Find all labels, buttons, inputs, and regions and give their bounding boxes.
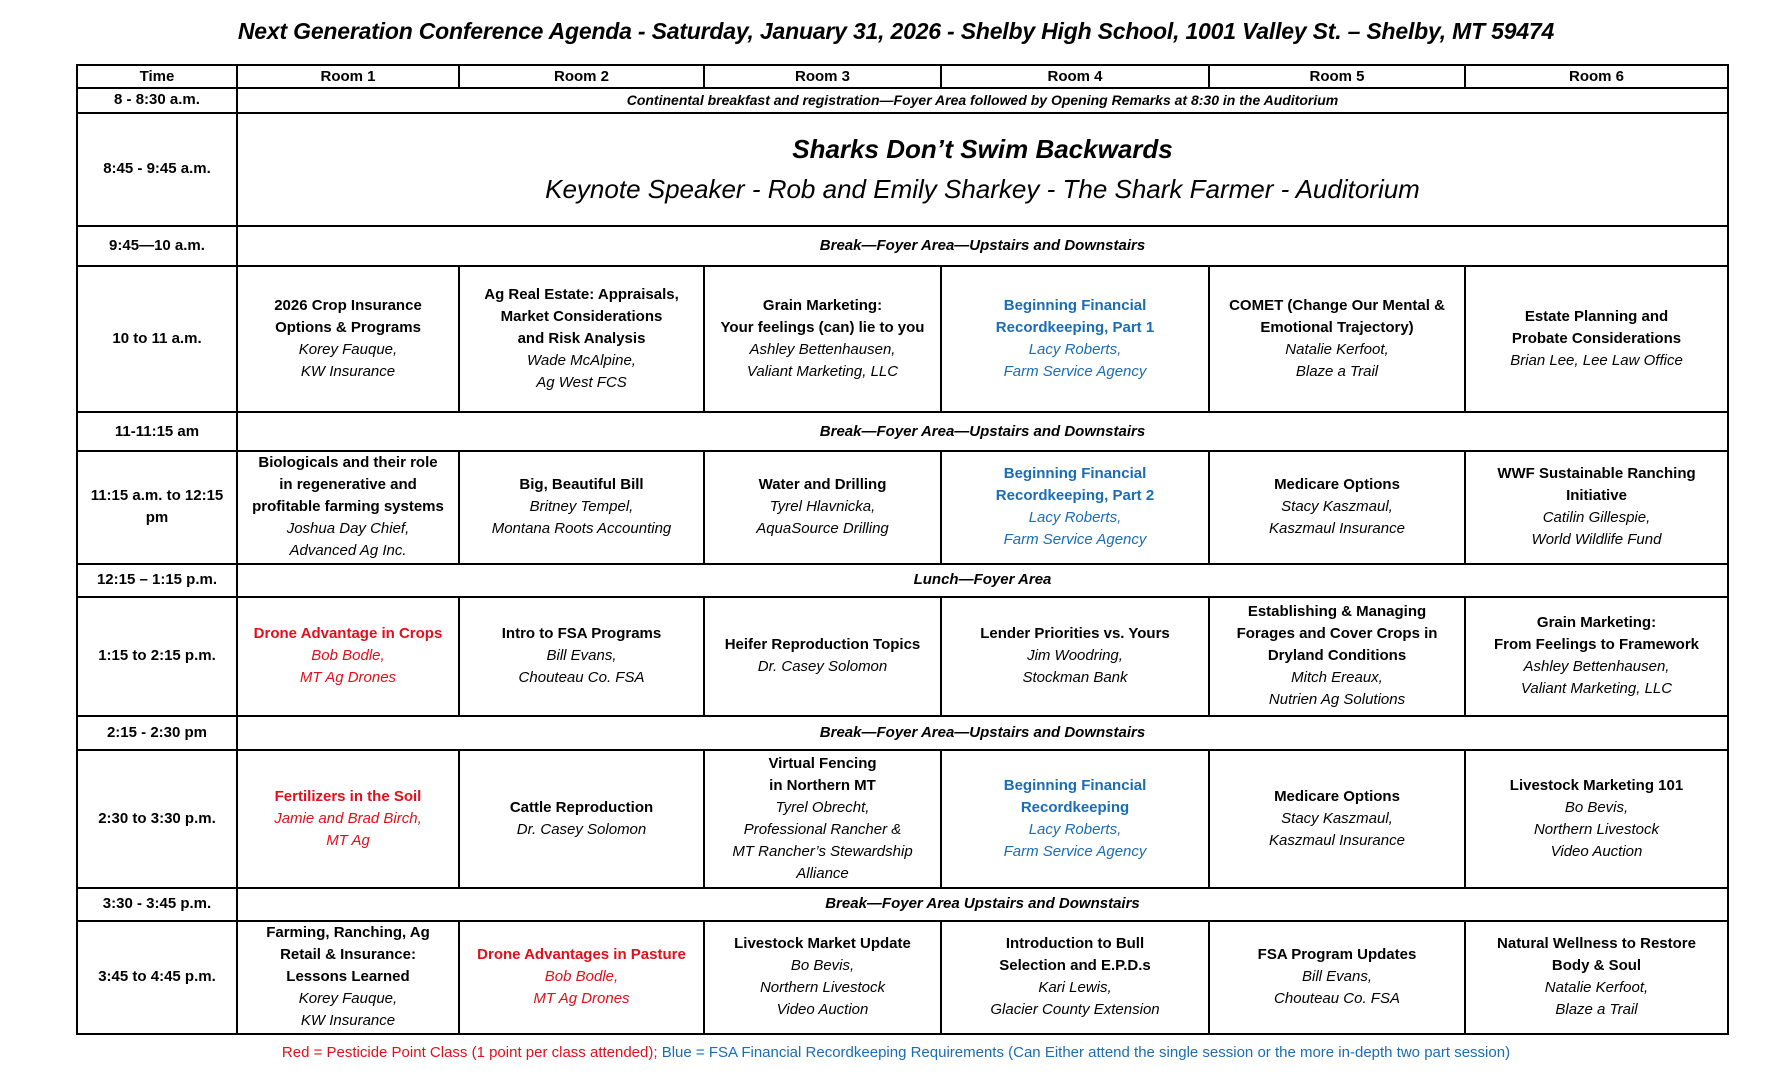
session-speaker: Lacy Roberts, — [1028, 509, 1122, 527]
session-speaker: Professional Rancher & — [743, 821, 902, 839]
session-speaker: Blaze a Trail — [1555, 1001, 1638, 1019]
session-title: Medicare Options — [1274, 788, 1400, 806]
session-cell — [1209, 921, 1465, 1035]
session-speaker: Catilin Gillespie, — [1542, 509, 1651, 527]
session-title: Recordkeeping, Part 2 — [995, 487, 1155, 505]
agenda-row — [77, 412, 1728, 450]
session-title: Medicare Options — [1274, 476, 1400, 494]
session-speaker: Bill Evans, — [1301, 968, 1373, 986]
session-speaker: Korey Fauque, — [298, 341, 398, 359]
session-cell — [704, 266, 941, 412]
header-room-5: Room 5 — [1209, 65, 1465, 88]
session-title: Grain Marketing: — [762, 297, 883, 315]
session-row — [77, 597, 1728, 716]
session-speaker: AquaSource Drilling — [756, 520, 889, 538]
break-cell: Break—Foyer Area—Upstairs and Downstairs — [237, 226, 1728, 267]
session-title: Beginning Financial — [1003, 297, 1147, 315]
session-cell — [1465, 921, 1728, 1035]
session-speaker: Kaszmaul Insurance — [1269, 832, 1405, 850]
page-title: Next Generation Conference Agenda - Saturday, January 31, 2026 - Shelby High School, 1001 Valley St. – Shelby, MT 59474 — [237, 18, 1555, 44]
session-speaker: Glacier County Extension — [990, 1001, 1160, 1019]
time-cell: 2:30 to 3:30 p.m. — [77, 750, 237, 888]
session-speaker: Natalie Kerfoot, — [1285, 341, 1389, 359]
session-speaker: Northern Livestock — [1533, 821, 1660, 839]
session-title: Establishing & Managing — [1247, 603, 1427, 621]
time-cell: 1:15 to 2:15 p.m. — [77, 597, 237, 716]
session-speaker: Stacy Kaszmaul, — [1281, 810, 1393, 828]
header-room-6: Room 6 — [1465, 65, 1728, 88]
session-title: Beginning Financial — [1003, 777, 1147, 795]
header-room-2: Room 2 — [459, 65, 704, 88]
session-title: COMET (Change Our Mental & — [1229, 297, 1445, 315]
session-cell — [704, 597, 941, 716]
session-speaker: Tyrel Hlavnicka, — [769, 498, 876, 516]
keynote-cell — [237, 113, 1728, 226]
session-speaker: Bo Bevis, — [1564, 799, 1629, 817]
session-title: Recordkeeping, Part 1 — [995, 319, 1155, 337]
session-speaker: MT Rancher’s Stewardship — [732, 843, 913, 861]
session-title: Biologicals and their role — [258, 454, 438, 472]
session-cell — [459, 921, 704, 1035]
session-cell — [1465, 750, 1728, 888]
session-title: Ag Real Estate: Appraisals, — [484, 286, 679, 304]
session-cell — [704, 921, 941, 1035]
session-speaker: Jim Woodring, — [1027, 647, 1123, 665]
session-speaker: Wade McAlpine, — [527, 352, 636, 370]
session-title: Lessons Learned — [286, 968, 410, 986]
time-cell: 3:45 to 4:45 p.m. — [77, 921, 237, 1035]
header-room-1: Room 1 — [237, 65, 459, 88]
session-speaker: Video Auction — [1550, 843, 1643, 861]
session-speaker: Montana Roots Accounting — [491, 520, 672, 538]
session-speaker: Stockman Bank — [1022, 669, 1128, 687]
session-speaker: Alliance — [796, 865, 849, 883]
session-title: Fertilizers in the Soil — [274, 788, 422, 806]
session-title: Lender Priorities vs. Yours — [980, 625, 1170, 643]
session-speaker: MT Ag Drones — [299, 669, 397, 687]
session-cell — [941, 266, 1209, 412]
header-row — [77, 65, 1728, 88]
session-title: Initiative — [1566, 487, 1627, 505]
session-speaker: Ashley Bettenhausen, — [1523, 658, 1670, 676]
session-speaker: Advanced Ag Inc. — [289, 542, 407, 560]
session-title: Retail & Insurance: — [280, 946, 416, 964]
session-title: Grain Marketing: — [1536, 614, 1657, 632]
session-speaker: Valiant Marketing, LLC — [1520, 680, 1673, 698]
session-speaker: Farm Service Agency — [1003, 843, 1147, 861]
session-title: Drone Advantages in Pasture — [477, 946, 686, 964]
session-speaker: Jamie and Brad Birch, — [274, 810, 422, 828]
session-title: Intro to FSA Programs — [501, 625, 662, 643]
session-title: Livestock Market Update — [734, 935, 911, 953]
time-cell: 2:15 - 2:30 pm — [77, 716, 237, 750]
session-title: profitable farming systems — [252, 498, 444, 516]
session-speaker: Chouteau Co. FSA — [1274, 990, 1400, 1008]
session-speaker: Bo Bevis, — [790, 957, 855, 975]
session-title: Livestock Marketing 101 — [1509, 777, 1684, 795]
session-cell — [1465, 451, 1728, 564]
session-title: Drone Advantage in Crops — [253, 625, 443, 643]
break-cell: Break—Foyer Area—Upstairs and Downstairs — [237, 716, 1728, 750]
session-speaker: Korey Fauque, — [298, 990, 398, 1008]
session-cell — [459, 750, 704, 888]
session-speaker: World Wildlife Fund — [1531, 531, 1662, 549]
session-title: From Feelings to Framework — [1493, 636, 1700, 654]
time-cell: 12:15 – 1:15 p.m. — [77, 564, 237, 596]
time-cell: 11-11:15 am — [77, 412, 237, 450]
session-cell — [237, 921, 459, 1035]
session-title: Estate Planning and — [1524, 308, 1669, 326]
session-speaker: Valiant Marketing, LLC — [746, 363, 899, 381]
session-cell — [459, 266, 704, 412]
session-title: Cattle Reproduction — [509, 799, 654, 817]
session-speaker: Farm Service Agency — [1003, 363, 1147, 381]
time-cell: 8:45 - 9:45 a.m. — [77, 113, 237, 226]
session-speaker: Chouteau Co. FSA — [518, 669, 645, 687]
session-speaker: Northern Livestock — [759, 979, 886, 997]
session-speaker: Dr. Casey Solomon — [757, 658, 888, 676]
session-title: Big, Beautiful Bill — [519, 476, 644, 494]
session-title: Options & Programs — [275, 319, 421, 337]
session-row — [77, 266, 1728, 412]
break-cell: Continental breakfast and registration—Foyer Area followed by Opening Remarks at 8:30 in the Auditorium — [237, 88, 1728, 112]
session-row — [77, 921, 1728, 1035]
keynote-title: Sharks Don’t Swim Backwards — [792, 134, 1173, 165]
session-title: Market Considerations — [500, 308, 663, 326]
session-speaker: Farm Service Agency — [1003, 531, 1147, 549]
legend-blue: Blue = FSA Financial Recordkeeping Requirements (Can Either attend the single session or the more in-depth two part session) — [657, 1044, 1511, 1061]
session-cell — [1209, 750, 1465, 888]
agenda-row — [77, 716, 1728, 750]
session-title: Beginning Financial — [1003, 465, 1147, 483]
session-cell — [941, 750, 1209, 888]
legend-red: Red = Pesticide Point Class (1 point per class attended); — [281, 1044, 658, 1061]
agenda-row — [77, 564, 1728, 596]
session-cell — [1209, 451, 1465, 564]
session-title: Selection and E.P.D.s — [999, 957, 1151, 975]
session-title: Your feelings (can) lie to you — [720, 319, 925, 337]
agenda-table — [76, 64, 1729, 1035]
session-cell — [1209, 266, 1465, 412]
time-cell: 3:30 - 3:45 p.m. — [77, 888, 237, 920]
session-speaker: Mitch Ereaux, — [1291, 669, 1383, 687]
session-speaker: Tyrel Obrecht, — [775, 799, 870, 817]
session-row — [77, 451, 1728, 564]
session-cell — [941, 597, 1209, 716]
session-speaker: Bob Bodle, — [544, 968, 619, 986]
break-cell: Break—Foyer Area—Upstairs and Downstairs — [237, 412, 1728, 450]
session-speaker: Kari Lewis, — [1038, 979, 1112, 997]
session-speaker: Kaszmaul Insurance — [1269, 520, 1405, 538]
session-speaker: Brian Lee, Lee Law Office — [1510, 352, 1683, 370]
session-speaker: Bill Evans, — [546, 647, 617, 665]
session-speaker: Bob Bodle, — [311, 647, 385, 665]
session-cell — [459, 597, 704, 716]
session-title: Dryland Conditions — [1267, 647, 1407, 665]
header-room-3: Room 3 — [704, 65, 941, 88]
session-title: Forages and Cover Crops in — [1236, 625, 1438, 643]
session-title: Heifer Reproduction Topics — [724, 636, 921, 654]
session-title: Virtual Fencing — [768, 755, 877, 773]
keynote-speaker: Keynote Speaker - Rob and Emily Sharkey - The Shark Farmer - Auditorium — [545, 174, 1420, 205]
session-cell — [1465, 597, 1728, 716]
session-speaker: KW Insurance — [300, 363, 396, 381]
session-speaker: Lacy Roberts, — [1028, 821, 1122, 839]
session-speaker: Blaze a Trail — [1295, 363, 1379, 381]
time-cell: 9:45—10 a.m. — [77, 226, 237, 267]
session-speaker: Ashley Bettenhausen, — [749, 341, 896, 359]
session-speaker: Stacy Kaszmaul, — [1281, 498, 1393, 516]
session-cell — [1209, 597, 1465, 716]
agenda-row — [77, 888, 1728, 920]
session-speaker: Ag West FCS — [536, 374, 627, 392]
session-title: and Risk Analysis — [517, 330, 646, 348]
session-title: Body & Soul — [1551, 957, 1642, 975]
session-title: FSA Program Updates — [1257, 946, 1417, 964]
keynote-row — [77, 113, 1728, 226]
session-title: Emotional Trajectory) — [1260, 319, 1414, 337]
session-title: Introduction to Bull — [1005, 935, 1145, 953]
session-speaker: KW Insurance — [300, 1012, 396, 1030]
session-speaker: MT Ag Drones — [533, 990, 630, 1008]
legend — [0, 1044, 1792, 1061]
session-speaker: Dr. Casey Solomon — [516, 821, 647, 839]
session-title: Natural Wellness to Restore — [1497, 935, 1696, 953]
session-row — [77, 750, 1728, 888]
agenda-row — [77, 226, 1728, 267]
session-cell — [237, 750, 459, 888]
break-cell: Break—Foyer Area Upstairs and Downstairs — [237, 888, 1728, 920]
break-cell: Lunch—Foyer Area — [237, 564, 1728, 596]
session-speaker: Nutrien Ag Solutions — [1268, 691, 1406, 709]
session-speaker: Video Auction — [776, 1001, 869, 1019]
session-cell — [941, 451, 1209, 564]
session-speaker: Britney Tempel, — [529, 498, 634, 516]
header-room-4: Room 4 — [941, 65, 1209, 88]
session-cell — [704, 750, 941, 888]
agenda-row — [77, 88, 1728, 112]
session-cell — [941, 921, 1209, 1035]
session-cell — [1465, 266, 1728, 412]
session-cell — [459, 451, 704, 564]
session-cell — [237, 597, 459, 716]
session-cell — [237, 451, 459, 564]
session-title: Probate Considerations — [1511, 330, 1682, 348]
session-speaker: MT Ag — [326, 832, 370, 850]
time-cell: 10 to 11 a.m. — [77, 266, 237, 412]
session-speaker: Natalie Kerfoot, — [1544, 979, 1649, 997]
session-title: Farming, Ranching, Ag — [266, 924, 430, 942]
session-cell — [237, 266, 459, 412]
session-title: in Northern MT — [769, 777, 876, 795]
header-time: Time — [77, 65, 237, 88]
time-cell: 11:15 a.m. to 12:15 pm — [77, 451, 237, 564]
session-title: 2026 Crop Insurance — [274, 297, 422, 315]
session-speaker: Lacy Roberts, — [1028, 341, 1122, 359]
session-title: Water and Drilling — [758, 476, 887, 494]
session-cell — [704, 451, 941, 564]
session-title: Recordkeeping — [1020, 799, 1130, 817]
session-speaker: Joshua Day Chief, — [286, 520, 410, 538]
time-cell: 8 - 8:30 a.m. — [77, 88, 237, 112]
session-title: WWF Sustainable Ranching — [1497, 465, 1696, 483]
session-title: in regenerative and — [279, 476, 417, 494]
